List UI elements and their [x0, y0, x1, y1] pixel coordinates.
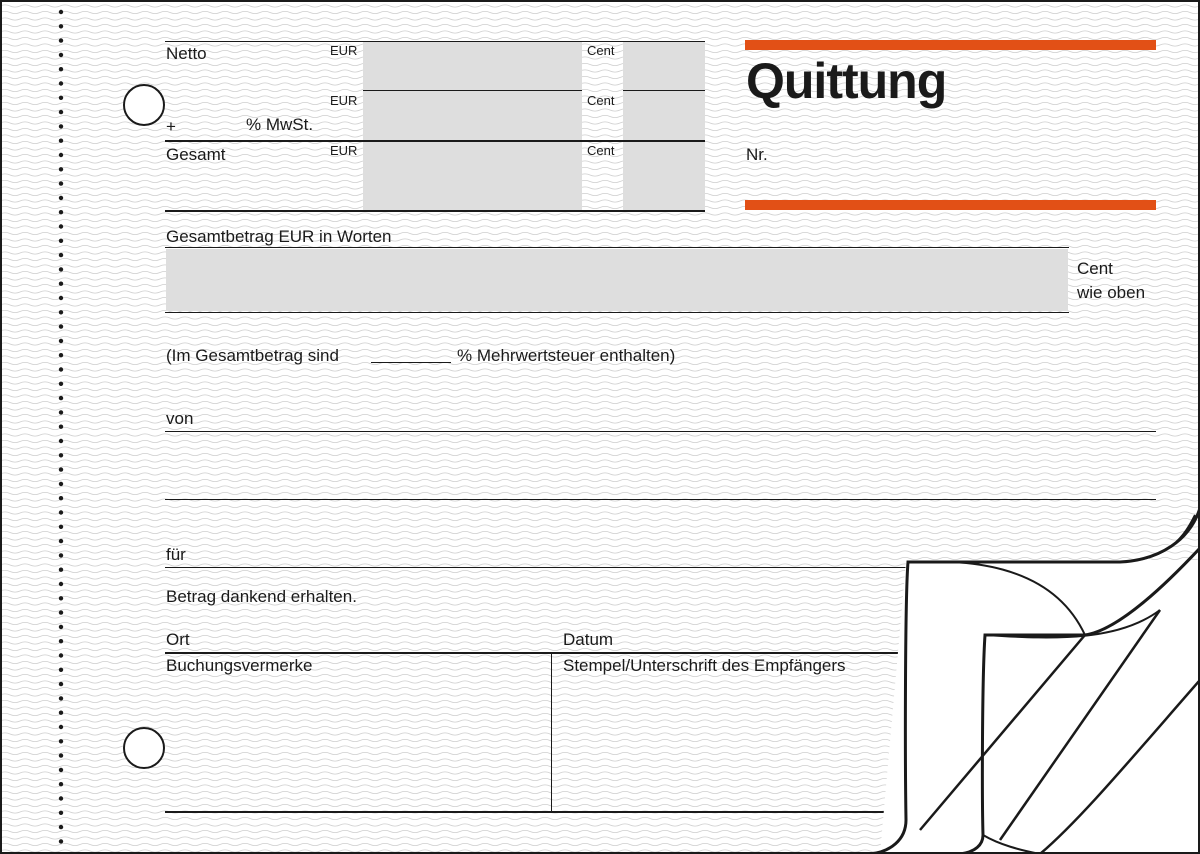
- place-date-line: [165, 652, 906, 654]
- gesamt-cent-label: Cent: [587, 143, 615, 158]
- cent-as-above-line1: Cent: [1077, 259, 1113, 278]
- from-label: von: [166, 409, 194, 428]
- mwst-cent-label: Cent: [587, 93, 615, 108]
- netto-cent-line: [623, 90, 705, 91]
- gesamt-eur-label: EUR: [330, 143, 358, 158]
- receipt-title: Quittung: [746, 53, 947, 109]
- from-line[interactable]: [165, 431, 1156, 432]
- gesamt-top-line: [165, 140, 705, 142]
- netto-label: Netto: [166, 44, 207, 63]
- receipt-number-label: Nr.: [746, 145, 768, 164]
- cent-amount-field[interactable]: [623, 42, 705, 210]
- title-top-bar: [745, 40, 1156, 50]
- vat-percent-blank[interactable]: [371, 362, 451, 363]
- amount-in-words-field[interactable]: [166, 249, 1068, 311]
- netto-eur-label: EUR: [330, 43, 358, 58]
- euro-amount-field[interactable]: [363, 42, 582, 210]
- mwst-eur-label: EUR: [330, 93, 358, 108]
- amount-in-words-top-line: [165, 247, 1069, 248]
- netto-top-line: [165, 41, 705, 42]
- received-note: Betrag dankend erhalten.: [166, 587, 357, 606]
- booking-notes-label: Buchungsvermerke: [166, 656, 313, 675]
- netto-euro-line: [363, 90, 582, 91]
- netto-cent-label: Cent: [587, 43, 615, 58]
- from-second-line[interactable]: [165, 499, 1156, 500]
- title-bottom-bar: [745, 200, 1156, 210]
- booking-signature-divider: [551, 652, 552, 812]
- gesamt-label: Gesamt: [166, 145, 226, 164]
- for-label: für: [166, 545, 186, 564]
- gesamt-bottom-line: [165, 210, 705, 212]
- cent-as-above-line2: wie oben: [1077, 283, 1146, 302]
- punch-hole-bottom: [123, 727, 165, 769]
- vat-note-suffix: % Mehrwertsteuer enthalten): [457, 346, 676, 365]
- perforation-edge: [58, 8, 64, 848]
- amount-in-words-bottom-line: [165, 312, 1069, 313]
- mwst-label: % MwSt.: [246, 115, 314, 134]
- plus-label: +: [166, 117, 176, 136]
- date-label: Datum: [563, 630, 614, 649]
- amount-in-words-label: Gesamtbetrag EUR in Worten: [166, 227, 392, 246]
- for-line[interactable]: [165, 567, 906, 568]
- signature-label: Stempel/Unterschrift des Empfängers: [563, 656, 846, 675]
- booking-bottom-line: [165, 811, 906, 813]
- vat-note-prefix: (Im Gesamtbetrag sind: [166, 346, 339, 365]
- place-label: Ort: [166, 630, 190, 649]
- punch-hole-top: [123, 84, 165, 126]
